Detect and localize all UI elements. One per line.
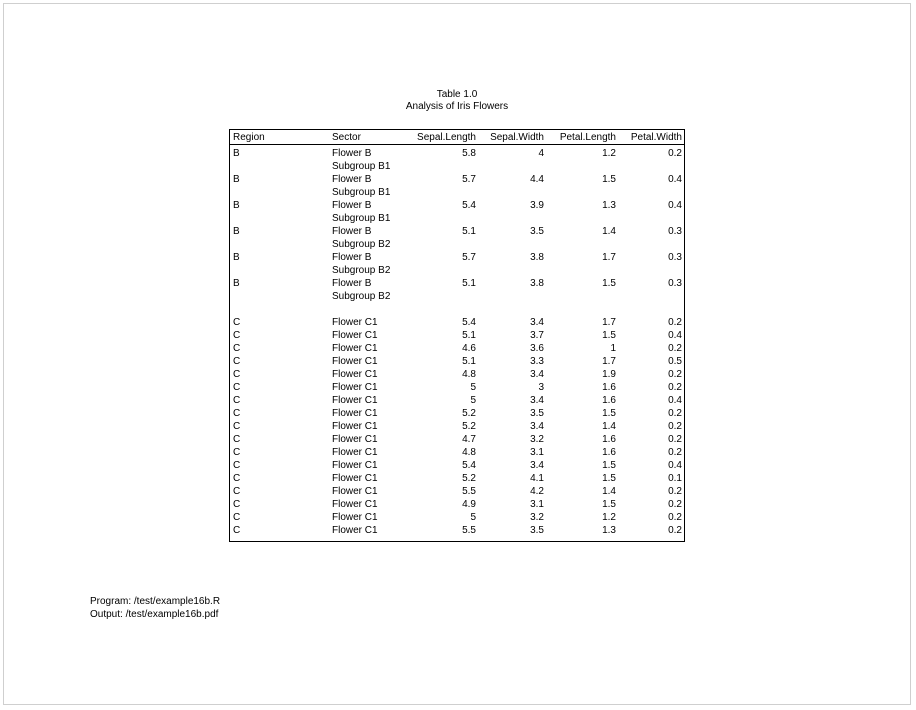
petal-length-cell: 1.7 [602, 252, 616, 263]
sepal-length-cell: 5.1 [462, 226, 476, 237]
sepal-length-cell: 5.5 [462, 525, 476, 536]
sepal-width-cell: 3.3 [530, 356, 544, 367]
sector-cell: Flower B [332, 252, 372, 263]
petal-width-cell: 0.4 [668, 330, 682, 341]
sepal-width-cell: 3 [538, 382, 544, 393]
sector-cell: Flower C1 [332, 395, 378, 406]
sepal-length-cell: 4.6 [462, 343, 476, 354]
petal-width-cell: 0.3 [668, 278, 682, 289]
petal-length-cell: 1.5 [602, 330, 616, 341]
sepal-width-cell: 3.1 [530, 447, 544, 458]
sepal-length-cell: 4.8 [462, 447, 476, 458]
petal-width-cell: 0.2 [668, 343, 682, 354]
sector-cell: Flower C1 [332, 512, 378, 523]
petal-width-cell: 0.4 [668, 174, 682, 185]
report-page [3, 3, 911, 705]
table-title: Table 1.0 [436, 89, 478, 100]
sector-cell: Flower B [332, 278, 372, 289]
region-cell: C [233, 460, 241, 471]
petal-width-cell: 0.1 [668, 473, 682, 484]
sepal-width-cell: 4.2 [530, 486, 544, 497]
table-header [230, 130, 684, 145]
sepal-width-cell: 3.9 [530, 200, 544, 211]
sector-cell: Flower C1 [332, 447, 378, 458]
sepal-width-cell: 4.1 [530, 473, 544, 484]
region-cell: C [233, 317, 241, 328]
petal-length-cell: 1.5 [602, 174, 616, 185]
region-cell: C [233, 408, 241, 419]
petal-width-cell: 0.2 [668, 499, 682, 510]
sepal-width-cell: 3.1 [530, 499, 544, 510]
sepal-width-cell: 4.4 [530, 174, 544, 185]
sepal-length-cell: 5.2 [462, 473, 476, 484]
petal-length-cell: 1.5 [602, 278, 616, 289]
region-cell: C [233, 447, 241, 458]
sepal-length-cell: 5 [470, 382, 476, 393]
petal-width-cell: 0.4 [668, 460, 682, 471]
petal-length-cell: 1.4 [602, 226, 616, 237]
region-cell: B [233, 148, 240, 159]
region-cell: C [233, 473, 241, 484]
region-cell: C [233, 525, 241, 536]
region-cell: C [233, 421, 241, 432]
petal-width-cell: 0.2 [668, 382, 682, 393]
sector-cell: Flower C1 [332, 330, 378, 341]
sepal-width-cell: 3.2 [530, 434, 544, 445]
petal-length-cell: 1.2 [602, 512, 616, 523]
sector-cell: Flower C1 [332, 460, 378, 471]
sepal-length-cell: 5 [470, 395, 476, 406]
sepal-length-cell: 4.9 [462, 499, 476, 510]
sector-subgroup-cell: Subgroup B1 [332, 187, 391, 198]
petal-width-cell: 0.2 [668, 434, 682, 445]
petal-width-header: Petal.Width [630, 132, 682, 143]
region-cell: C [233, 330, 241, 341]
sepal-width-cell: 3.4 [530, 369, 544, 380]
region-cell: C [233, 382, 241, 393]
region-cell: C [233, 434, 241, 445]
region-cell: C [233, 486, 241, 497]
region-cell: B [233, 174, 240, 185]
region-cell: C [233, 499, 241, 510]
sepal-length-cell: 5.2 [462, 408, 476, 419]
sepal-length-cell: 5.4 [462, 317, 476, 328]
petal-length-cell: 1.2 [602, 148, 616, 159]
sepal-length-cell: 5.1 [462, 330, 476, 341]
petal-width-cell: 0.2 [668, 512, 682, 523]
petal-width-cell: 0.2 [668, 369, 682, 380]
region-cell: C [233, 343, 241, 354]
sector-cell: Flower C1 [332, 408, 378, 419]
petal-width-cell: 0.3 [668, 252, 682, 263]
petal-width-cell: 0.4 [668, 395, 682, 406]
table-subtitle: Analysis of Iris Flowers [405, 101, 509, 112]
petal-length-cell: 1.7 [602, 356, 616, 367]
region-cell: B [233, 226, 240, 237]
petal-width-cell: 0.3 [668, 226, 682, 237]
sepal-length-cell: 5.1 [462, 278, 476, 289]
petal-width-cell: 0.2 [668, 486, 682, 497]
sector-cell: Flower C1 [332, 343, 378, 354]
sepal-width-cell: 4 [538, 148, 544, 159]
region-cell: C [233, 356, 241, 367]
sepal-width-cell: 3.8 [530, 252, 544, 263]
sector-cell: Flower C1 [332, 421, 378, 432]
sepal-width-cell: 3.5 [530, 525, 544, 536]
footer-output: Output: /test/example16b.pdf [90, 609, 219, 620]
sector-cell: Flower C1 [332, 434, 378, 445]
sector-subgroup-cell: Subgroup B1 [332, 161, 391, 172]
sector-cell: Flower B [332, 174, 372, 185]
petal-width-cell: 0.2 [668, 317, 682, 328]
sector-cell: Flower C1 [332, 499, 378, 510]
sepal-length-cell: 4.8 [462, 369, 476, 380]
sector-cell: Flower C1 [332, 382, 378, 393]
sepal-length-cell: 5.4 [462, 460, 476, 471]
footer-program: Program: /test/example16b.R [90, 596, 221, 607]
sector-header: Sector [332, 132, 361, 143]
sector-cell: Flower C1 [332, 473, 378, 484]
sepal-width-cell: 3.4 [530, 460, 544, 471]
sepal-length-cell: 5.8 [462, 148, 476, 159]
petal-width-cell: 0.4 [668, 200, 682, 211]
petal-width-cell: 0.2 [668, 525, 682, 536]
region-cell: B [233, 252, 240, 263]
petal-length-cell: 1.3 [602, 200, 616, 211]
petal-length-cell: 1.5 [602, 408, 616, 419]
sector-cell: Flower B [332, 148, 372, 159]
sepal-width-header: Sepal.Width [490, 132, 544, 143]
sepal-length-cell: 5.5 [462, 486, 476, 497]
petal-width-cell: 0.2 [668, 421, 682, 432]
sepal-length-header: Sepal.Length [417, 132, 476, 143]
petal-length-cell: 1.5 [602, 499, 616, 510]
sepal-length-cell: 5.7 [462, 174, 476, 185]
petal-length-cell: 1.6 [602, 382, 616, 393]
sepal-width-cell: 3.2 [530, 512, 544, 523]
sepal-length-cell: 5.4 [462, 200, 476, 211]
sepal-length-cell: 4.7 [462, 434, 476, 445]
region-header: Region [233, 132, 265, 143]
petal-width-cell: 0.5 [668, 356, 682, 367]
sepal-width-cell: 3.7 [530, 330, 544, 341]
sepal-length-cell: 5 [470, 512, 476, 523]
petal-length-cell: 1 [610, 343, 616, 354]
data-table [229, 129, 685, 542]
petal-length-cell: 1.6 [602, 447, 616, 458]
petal-width-cell: 0.2 [668, 148, 682, 159]
petal-width-cell: 0.2 [668, 408, 682, 419]
region-cell: C [233, 369, 241, 380]
sepal-length-cell: 5.1 [462, 356, 476, 367]
sector-subgroup-cell: Subgroup B2 [332, 291, 391, 302]
footer [90, 595, 220, 621]
petal-length-header: Petal.Length [559, 132, 616, 143]
sector-cell: Flower C1 [332, 356, 378, 367]
region-cell: B [233, 200, 240, 211]
sector-cell: Flower B [332, 200, 372, 211]
sector-cell: Flower C1 [332, 525, 378, 536]
sector-subgroup-cell: Subgroup B1 [332, 213, 391, 224]
petal-length-cell: 1.3 [602, 525, 616, 536]
sepal-width-cell: 3.4 [530, 395, 544, 406]
petal-length-cell: 1.6 [602, 434, 616, 445]
petal-length-cell: 1.5 [602, 460, 616, 471]
petal-length-cell: 1.7 [602, 317, 616, 328]
petal-length-cell: 1.6 [602, 395, 616, 406]
region-cell: C [233, 512, 241, 523]
sector-cell: Flower C1 [332, 486, 378, 497]
sepal-width-cell: 3.4 [530, 317, 544, 328]
sepal-length-cell: 5.7 [462, 252, 476, 263]
sepal-width-cell: 3.8 [530, 278, 544, 289]
sepal-length-cell: 5.2 [462, 421, 476, 432]
sepal-width-cell: 3.5 [530, 226, 544, 237]
sector-cell: Flower C1 [332, 317, 378, 328]
region-cell: C [233, 395, 241, 406]
petal-length-cell: 1.4 [602, 486, 616, 497]
petal-width-cell: 0.2 [668, 447, 682, 458]
sector-cell: Flower C1 [332, 369, 378, 380]
petal-length-cell: 1.5 [602, 473, 616, 484]
petal-length-cell: 1.9 [602, 369, 616, 380]
sector-cell: Flower B [332, 226, 372, 237]
petal-length-cell: 1.4 [602, 421, 616, 432]
sepal-width-cell: 3.5 [530, 408, 544, 419]
sector-subgroup-cell: Subgroup B2 [332, 265, 391, 276]
sector-subgroup-cell: Subgroup B2 [332, 239, 391, 250]
region-cell: B [233, 278, 240, 289]
sepal-width-cell: 3.4 [530, 421, 544, 432]
sepal-width-cell: 3.6 [530, 343, 544, 354]
